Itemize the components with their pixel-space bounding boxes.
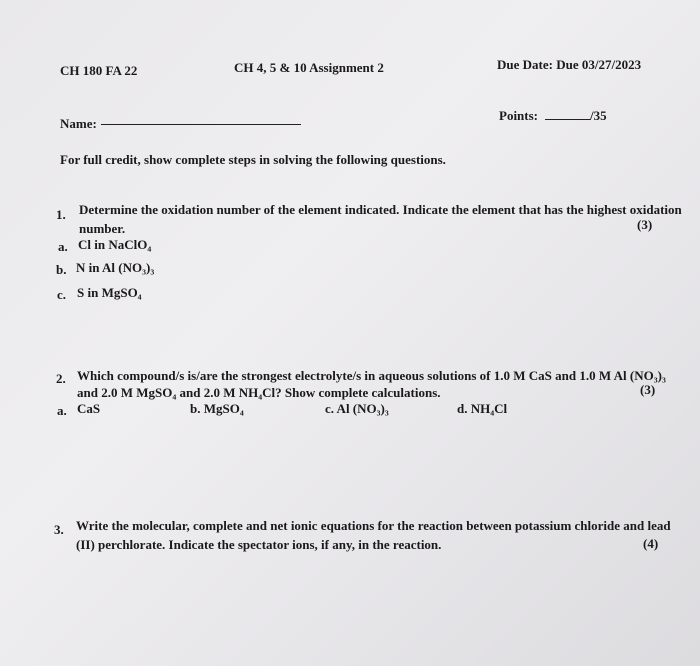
question-2-text-line2: and 2.0 M MgSO₄ and 2.0 M NH₄Cl? Show complete calculations.: [77, 385, 441, 400]
question-2-number: 2.: [56, 371, 66, 386]
question-3-points: (4): [643, 536, 659, 551]
points-total: /35: [590, 108, 607, 123]
q1-option-a-letter: a.: [58, 239, 68, 254]
q1-option-b-text: N in Al (NO₃)₃: [76, 260, 155, 275]
q2-option-a-letter: a.: [57, 403, 67, 418]
question-3-text-line2: (II) perchlorate. Indicate the spectator ions, if any, in the reaction.: [76, 537, 442, 552]
q1-option-b-letter: b.: [56, 262, 67, 277]
question-2-points: (3): [640, 382, 656, 397]
question-1-number: 1.: [56, 207, 66, 222]
course-code: CH 180 FA 22: [60, 63, 138, 78]
q2-option-b-text: b. MgSO₄: [190, 401, 244, 416]
name-field-line[interactable]: [101, 124, 301, 125]
points-label: Points:: [499, 108, 538, 123]
question-2-text-line1: Which compound/s is/are the strongest electrolyte/s in aqueous solutions of 1.0 M CaS and 1.0 M Al (NO₃)₃: [77, 368, 666, 383]
name-label: Name:: [60, 116, 97, 131]
question-1-text-line1: Determine the oxidation number of the element indicated. Indicate the element that has the highest oxidation: [79, 202, 682, 217]
q2-option-a-text: CaS: [77, 401, 101, 416]
q1-option-a-text: Cl in NaClO₄: [78, 237, 152, 252]
points-field-line[interactable]: [545, 119, 590, 120]
due-date: Due Date: Due 03/27/2023: [497, 57, 642, 72]
q1-option-c-text: S in MgSO₄: [77, 285, 142, 300]
assignment-title: CH 4, 5 & 10 Assignment 2: [234, 60, 384, 75]
q1-option-c-letter: c.: [57, 287, 67, 302]
question-1-text-line2: number.: [79, 221, 126, 236]
question-3-number: 3.: [54, 522, 64, 537]
q2-option-d-text: d. NH₄Cl: [457, 401, 508, 416]
question-3-text-line1: Write the molecular, complete and net ionic equations for the reaction between potassium chloride and lead: [76, 518, 671, 533]
instructions: For full credit, show complete steps in solving the following questions.: [60, 152, 446, 167]
question-1-points: (3): [637, 217, 653, 232]
q2-option-c-text: c. Al (NO₃)₃: [325, 401, 389, 416]
